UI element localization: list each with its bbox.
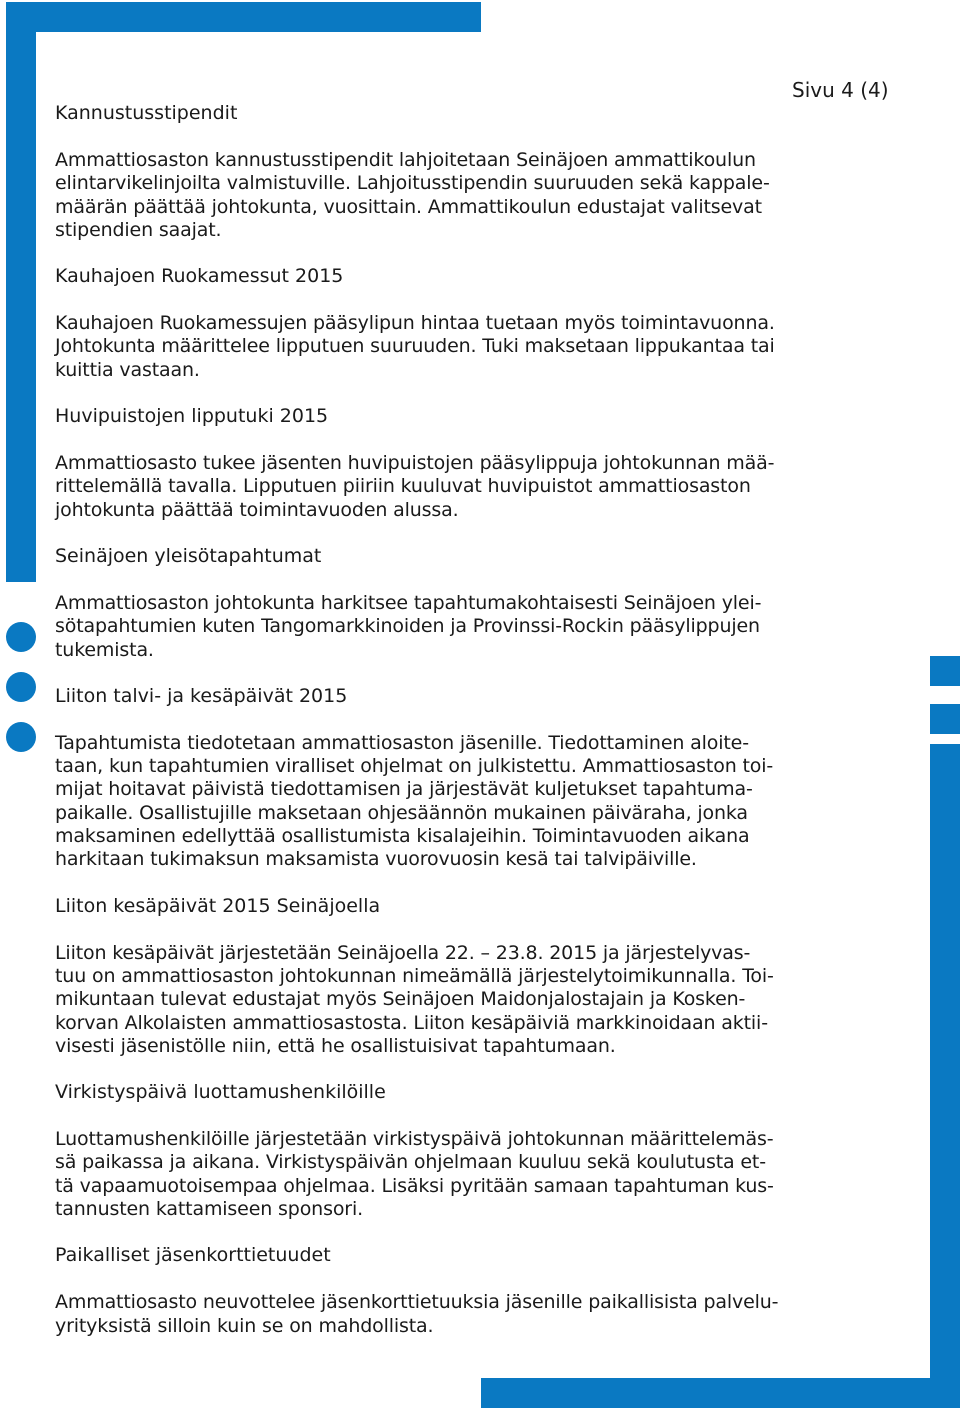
decorative-square — [930, 656, 960, 686]
decorative-circle — [6, 672, 36, 702]
decorative-frame-top — [6, 2, 481, 32]
body-line: Ammattiosaston johtokunta harkitsee tapahtumakohtaisesti Seinäjoen ylei- — [55, 591, 762, 614]
section-body — [55, 1128, 915, 1221]
section-title: Virkistyspäivä luottamushenkilöille — [55, 1081, 386, 1104]
body-line: Ammattiosaston kannustusstipendit lahjoitetaan Seinäjoen ammattikoulun — [55, 149, 756, 171]
body-line: sä paikassa ja aikana. Virkistyspäivän ohjelmaan kuuluu sekä koulutusta et- — [55, 1151, 766, 1174]
section-title: Liiton talvi- ja kesäpäivät 2015 — [55, 684, 348, 707]
section-body — [55, 149, 915, 242]
body-line: johtokunta päättää toimintavuoden alussa. — [55, 498, 459, 521]
body-line: taan, kun tapahtumien viralliset ohjelmat on julkistettu. Ammattiosaston toi- — [55, 755, 774, 778]
body-line: visesti jäsenistölle niin, että he osallistuisivat tapahtumaan. — [55, 1034, 616, 1057]
decorative-square — [930, 704, 960, 734]
body-line: yrityksistä silloin kuin se on mahdollista. — [55, 1314, 434, 1337]
section-title: Kannustusstipendit — [55, 102, 238, 124]
body-line: tannusten kattamiseen sponsori. — [55, 1198, 363, 1221]
section-body — [55, 732, 915, 872]
body-line: Liiton kesäpäivät järjestetään Seinäjoella 22. – 23.8. 2015 ja järjestelyvas- — [55, 941, 751, 964]
body-line: Kauhajoen Ruokamessujen pääsylipun hintaa tuetaan myös toimintavuonna. — [55, 312, 775, 335]
body-line: maksaminen edellyttää osallistumista kisalajeihin. Toimintavuoden aikana — [55, 825, 750, 848]
page-number: Sivu 4 (4) — [792, 78, 889, 102]
body-line: paikalle. Osallistujille maksetaan ohjesäännön mukainen päiväraha, jonka — [55, 801, 748, 824]
body-line: Luottamushenkilöille järjestetään virkistyspäivä johtokunnan määrittelemäs- — [55, 1128, 774, 1151]
section-title: Seinäjoen yleisötapahtumat — [55, 544, 322, 567]
section-seinajoen-yleisotapahtumat — [55, 542, 915, 662]
section-virkistyspaiva — [55, 1078, 915, 1221]
decorative-frame-bottom — [481, 1378, 960, 1408]
decorative-frame-right — [930, 744, 960, 1408]
body-line: tuu on ammattiosaston johtokunnan nimeämällä järjestelytoimikunnalla. Toi- — [55, 964, 774, 987]
section-body — [55, 942, 915, 1058]
body-line: mikuntaan tulevat edustajat myös Seinäjoen Maidonjalostajain ja Kosken- — [55, 988, 746, 1011]
decorative-circle — [6, 722, 36, 752]
section-body — [55, 1291, 915, 1338]
body-line: tä vapaamuotoisempaa ohjelmaa. Lisäksi pyritään samaan tapahtuman kus- — [55, 1174, 774, 1197]
section-body — [55, 592, 915, 662]
body-line: korvan Alkolaisten ammattiosastosta. Liiton kesäpäiviä markkinoidaan aktii- — [55, 1011, 768, 1034]
document-content — [55, 99, 915, 1338]
body-line: määrän päättää johtokunta, vuosittain. Ammattikoulun edustajat valitsevat — [55, 195, 762, 218]
body-line: Johtokunta määrittelee lipputuen suuruuden. Tuki maksetaan lippukantaa tai — [55, 335, 775, 358]
body-line: Ammattiosasto neuvottelee jäsenkorttietuuksia jäsenille paikallisista palvelu- — [55, 1291, 779, 1314]
body-line: sötapahtumien kuten Tangomarkkinoiden ja Provinssi-Rockin pääsylippujen — [55, 615, 760, 638]
decorative-frame-left — [6, 2, 36, 582]
body-line: elintarvikelinjoilta valmistuville. Lahjoitusstipendin suuruuden sekä kappale- — [55, 172, 770, 195]
body-line: tukemista. — [55, 638, 154, 661]
section-title: Paikalliset jäsenkorttietuudet — [55, 1244, 331, 1267]
decorative-circle — [6, 622, 36, 652]
body-line: mijat hoitavat päivistä tiedottamisen ja järjestävät kuljetukset tapahtuma- — [55, 778, 753, 801]
body-line: Ammattiosasto tukee jäsenten huvipuistojen pääsylippuja johtokunnan mää- — [55, 452, 775, 475]
section-huvipuistojen-lipputuki — [55, 402, 915, 522]
body-line: kuittia vastaan. — [55, 358, 200, 381]
section-kauhajoen-ruokamessut — [55, 262, 915, 382]
section-liiton-talvi-kesapaivat — [55, 682, 915, 872]
section-body — [55, 312, 915, 382]
section-body — [55, 452, 915, 522]
section-paikalliset-jasenkorttietuudet — [55, 1241, 915, 1338]
body-line: harkitaan tukimaksun maksamista vuorovuosin kesä tai talvipäiville. — [55, 848, 697, 871]
section-kannustusstipendit — [55, 99, 915, 242]
section-liiton-kesapaivat-seinajoella — [55, 892, 915, 1058]
body-line: stipendien saajat. — [55, 218, 222, 241]
section-title: Huvipuistojen lipputuki 2015 — [55, 405, 329, 428]
section-title: Liiton kesäpäivät 2015 Seinäjoella — [55, 894, 381, 917]
body-line: rittelemällä tavalla. Lipputuen piiriin kuuluvat huvipuistot ammattiosaston — [55, 475, 751, 498]
body-line: Tapahtumista tiedotetaan ammattiosaston jäsenille. Tiedottaminen aloite- — [55, 731, 749, 754]
section-title: Kauhajoen Ruokamessut 2015 — [55, 265, 344, 288]
